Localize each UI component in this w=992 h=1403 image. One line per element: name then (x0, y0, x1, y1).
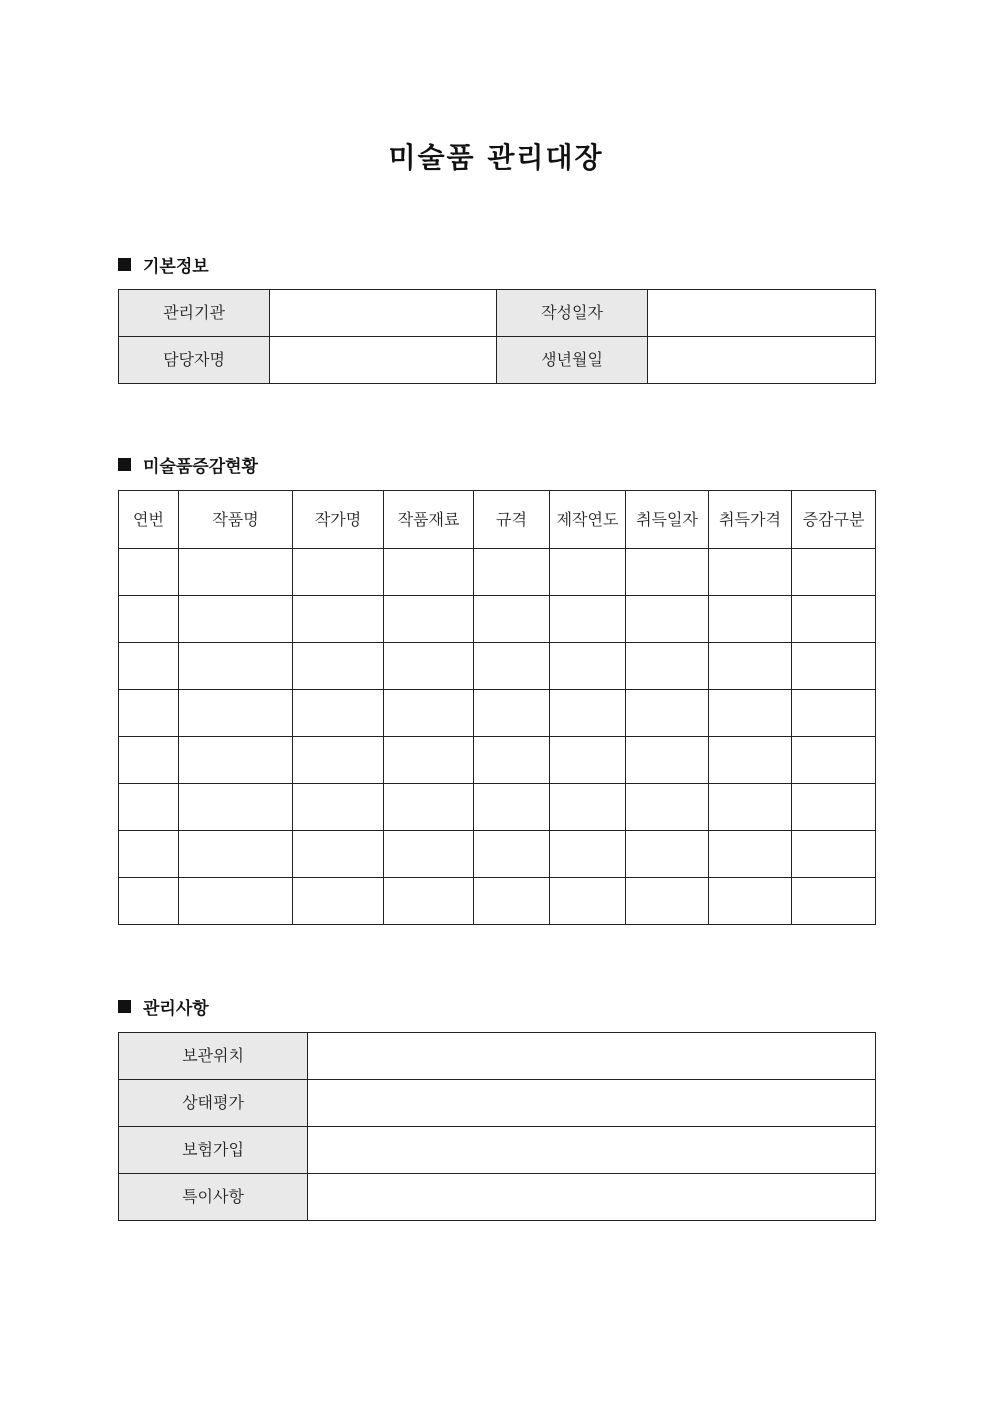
value-cell[interactable] (270, 337, 497, 384)
section-heading-label: 미술품증감현황 (143, 456, 258, 477)
column-header: 규격 (474, 491, 550, 549)
table-cell[interactable] (293, 690, 384, 737)
table-row (119, 690, 876, 737)
table-cell[interactable] (474, 549, 550, 596)
table-cell[interactable] (474, 878, 550, 925)
table-cell[interactable] (179, 549, 293, 596)
table-cell[interactable] (119, 737, 179, 784)
label-cell: 상태평가 (119, 1080, 308, 1127)
value-cell[interactable] (270, 290, 497, 337)
management-table (118, 1032, 876, 1221)
table-cell[interactable] (474, 643, 550, 690)
table-cell[interactable] (293, 878, 384, 925)
document-title: 미술품 관리대장 (388, 141, 604, 174)
table-row (119, 878, 876, 925)
table-row (119, 596, 876, 643)
column-header: 작품명 (179, 491, 293, 549)
table-cell[interactable] (119, 549, 179, 596)
section-heading-label: 관리사항 (143, 998, 209, 1019)
table-cell[interactable] (179, 643, 293, 690)
square-bullet-icon (118, 258, 131, 271)
table-cell[interactable] (626, 643, 709, 690)
table-cell[interactable] (119, 596, 179, 643)
table-cell[interactable] (119, 643, 179, 690)
table-cell[interactable] (179, 737, 293, 784)
table-cell[interactable] (179, 831, 293, 878)
section-heading-basic (118, 252, 209, 276)
table-cell[interactable] (626, 690, 709, 737)
label-cell: 보험가입 (119, 1127, 308, 1174)
table-cell[interactable] (550, 643, 626, 690)
table-cell[interactable] (792, 784, 876, 831)
table-cell[interactable] (550, 690, 626, 737)
table-cell[interactable] (550, 737, 626, 784)
changes-table (118, 490, 876, 925)
table-cell[interactable] (384, 737, 474, 784)
header-row (119, 491, 876, 549)
label-cell: 보관위치 (119, 1033, 308, 1080)
table-cell[interactable] (384, 878, 474, 925)
table-cell[interactable] (384, 549, 474, 596)
value-cell[interactable] (308, 1127, 876, 1174)
table-row (119, 1174, 876, 1221)
table-cell[interactable] (179, 784, 293, 831)
section-heading-label: 기본정보 (143, 256, 209, 277)
column-header: 작품재료 (384, 491, 474, 549)
section-heading-changes (118, 452, 258, 476)
table-cell[interactable] (474, 784, 550, 831)
table-cell[interactable] (626, 549, 709, 596)
label-cell: 담당자명 (119, 337, 270, 384)
table-row (119, 784, 876, 831)
table-cell[interactable] (293, 737, 384, 784)
table-cell[interactable] (474, 737, 550, 784)
table-cell[interactable] (709, 643, 792, 690)
table-cell[interactable] (626, 831, 709, 878)
table-cell[interactable] (384, 690, 474, 737)
table-cell[interactable] (119, 831, 179, 878)
table-cell[interactable] (626, 784, 709, 831)
table-cell[interactable] (709, 549, 792, 596)
table-cell[interactable] (792, 878, 876, 925)
table-row (119, 337, 876, 384)
table-cell[interactable] (792, 643, 876, 690)
table-cell[interactable] (293, 831, 384, 878)
column-header: 취득일자 (626, 491, 709, 549)
table-cell[interactable] (474, 690, 550, 737)
table-cell[interactable] (709, 737, 792, 784)
label-cell: 특이사항 (119, 1174, 308, 1221)
table-cell[interactable] (792, 737, 876, 784)
value-cell[interactable] (308, 1080, 876, 1127)
value-cell[interactable] (308, 1174, 876, 1221)
table-cell[interactable] (119, 784, 179, 831)
column-header: 증감구분 (792, 491, 876, 549)
table-row (119, 549, 876, 596)
table-cell[interactable] (626, 878, 709, 925)
table-row (119, 737, 876, 784)
table-cell[interactable] (550, 878, 626, 925)
table-cell[interactable] (709, 831, 792, 878)
table-cell[interactable] (550, 549, 626, 596)
label-cell: 작성일자 (497, 290, 648, 337)
table-row (119, 1127, 876, 1174)
label-cell: 생년월일 (497, 337, 648, 384)
value-cell[interactable] (308, 1033, 876, 1080)
table-cell[interactable] (709, 596, 792, 643)
table-cell[interactable] (550, 784, 626, 831)
table-cell[interactable] (293, 596, 384, 643)
table-cell[interactable] (384, 643, 474, 690)
column-header: 취득가격 (709, 491, 792, 549)
table-cell[interactable] (119, 878, 179, 925)
table-cell[interactable] (709, 690, 792, 737)
table-cell[interactable] (293, 643, 384, 690)
table-cell[interactable] (709, 878, 792, 925)
table-cell[interactable] (792, 690, 876, 737)
table-cell[interactable] (384, 596, 474, 643)
table-cell[interactable] (384, 784, 474, 831)
table-cell[interactable] (474, 596, 550, 643)
label-cell: 관리기관 (119, 290, 270, 337)
table-cell[interactable] (792, 831, 876, 878)
table-row (119, 1033, 876, 1080)
table-cell[interactable] (474, 831, 550, 878)
table-cell[interactable] (626, 737, 709, 784)
column-header: 제작연도 (550, 491, 626, 549)
table-row (119, 1080, 876, 1127)
table-cell[interactable] (792, 596, 876, 643)
table-cell[interactable] (293, 784, 384, 831)
table-cell[interactable] (792, 549, 876, 596)
table-cell[interactable] (293, 549, 384, 596)
value-cell[interactable] (648, 290, 876, 337)
table-row (119, 831, 876, 878)
column-header: 연번 (119, 491, 179, 549)
column-header: 작가명 (293, 491, 384, 549)
table-cell[interactable] (550, 596, 626, 643)
table-cell[interactable] (179, 690, 293, 737)
table-cell[interactable] (179, 878, 293, 925)
table-cell[interactable] (550, 831, 626, 878)
table-cell[interactable] (709, 784, 792, 831)
table-cell[interactable] (626, 596, 709, 643)
table-cell[interactable] (384, 831, 474, 878)
table-row (119, 643, 876, 690)
basic-info-table (118, 289, 876, 384)
section-heading-management (118, 994, 209, 1018)
square-bullet-icon (118, 1000, 131, 1013)
changes-table-body (119, 549, 876, 925)
square-bullet-icon (118, 458, 131, 471)
value-cell[interactable] (648, 337, 876, 384)
table-row (119, 290, 876, 337)
table-cell[interactable] (119, 690, 179, 737)
table-cell[interactable] (179, 596, 293, 643)
